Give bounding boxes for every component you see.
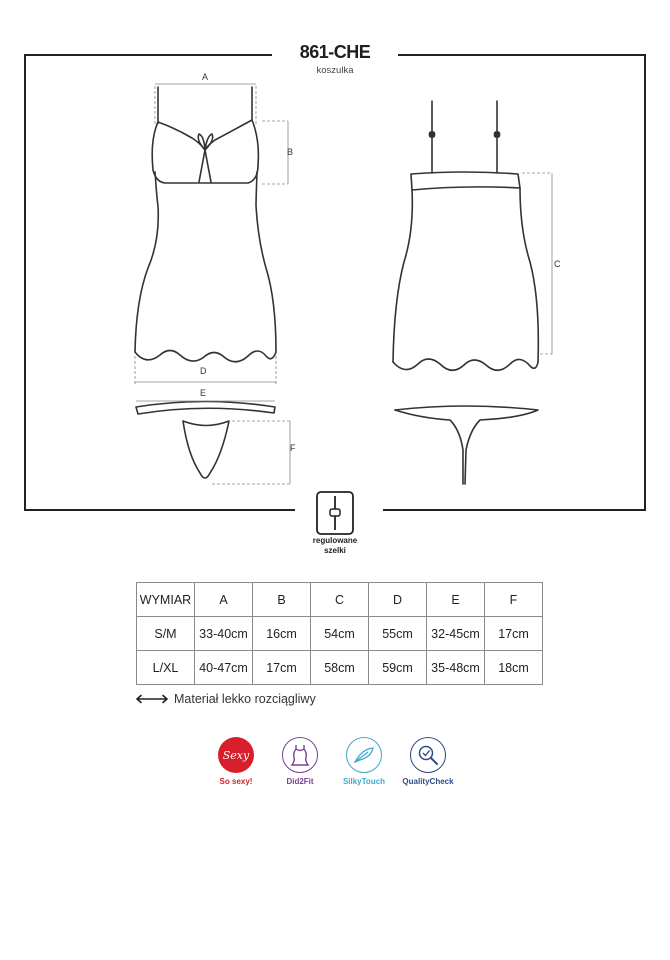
product-code: 861-CHE [299,42,371,62]
badge-silkytouch: SilkyTouch [328,737,400,786]
header-cell: WYMIAR [137,583,195,617]
value-cell: 17cm [253,651,311,685]
adjustable-strap-icon [317,492,353,534]
dimension-label-a: A [202,72,209,82]
double-arrow-icon [136,694,168,704]
magnifier-check-icon [410,737,446,773]
frame-right [383,55,645,510]
value-cell: 40-47cm [195,651,253,685]
size-table [136,582,543,685]
badge-did2fit: Did2Fit [264,737,336,786]
sexy-icon: Sexy [218,737,254,773]
header-cell: D [369,583,427,617]
material-note-text: Materiał lekko rozciągliwy [174,692,316,706]
dimension-label-b: B [287,147,294,157]
dimension-label-d: D [200,366,207,376]
header-cell: C [311,583,369,617]
product-type: koszulka [316,65,354,76]
header-cell: A [195,583,253,617]
dimension-label-c: C [554,259,561,269]
back-chemise-drawing [393,101,538,370]
size-cell: L/XL [137,651,195,685]
header-cell: E [427,583,485,617]
badge-so-sexy: Sexy So sexy! [200,737,272,786]
front-chemise-drawing [135,87,276,362]
value-cell: 35-48cm [427,651,485,685]
material-note [136,692,316,706]
feather-icon [346,737,382,773]
value-cell: 58cm [311,651,369,685]
strap-feature-label: regulowane szelki [312,536,358,555]
value-cell: 18cm [485,651,543,685]
back-thong-drawing [395,406,538,484]
value-cell: 59cm [369,651,427,685]
size-cell: S/M [137,617,195,651]
badge-qualitycheck: QualityCheck [392,737,464,786]
dimension-label-e: E [200,388,207,398]
header-cell: B [253,583,311,617]
dimension-label-f: F [290,443,296,453]
value-cell: 17cm [485,617,543,651]
value-cell: 55cm [369,617,427,651]
value-cell: 33-40cm [195,617,253,651]
table-row [137,651,543,685]
value-cell: 16cm [253,617,311,651]
header-cell: F [485,583,543,617]
size-table-header [137,583,543,617]
table-row [137,617,543,651]
dress-fit-icon [282,737,318,773]
value-cell: 54cm [311,617,369,651]
front-thong-drawing [136,402,275,479]
value-cell: 32-45cm [427,617,485,651]
